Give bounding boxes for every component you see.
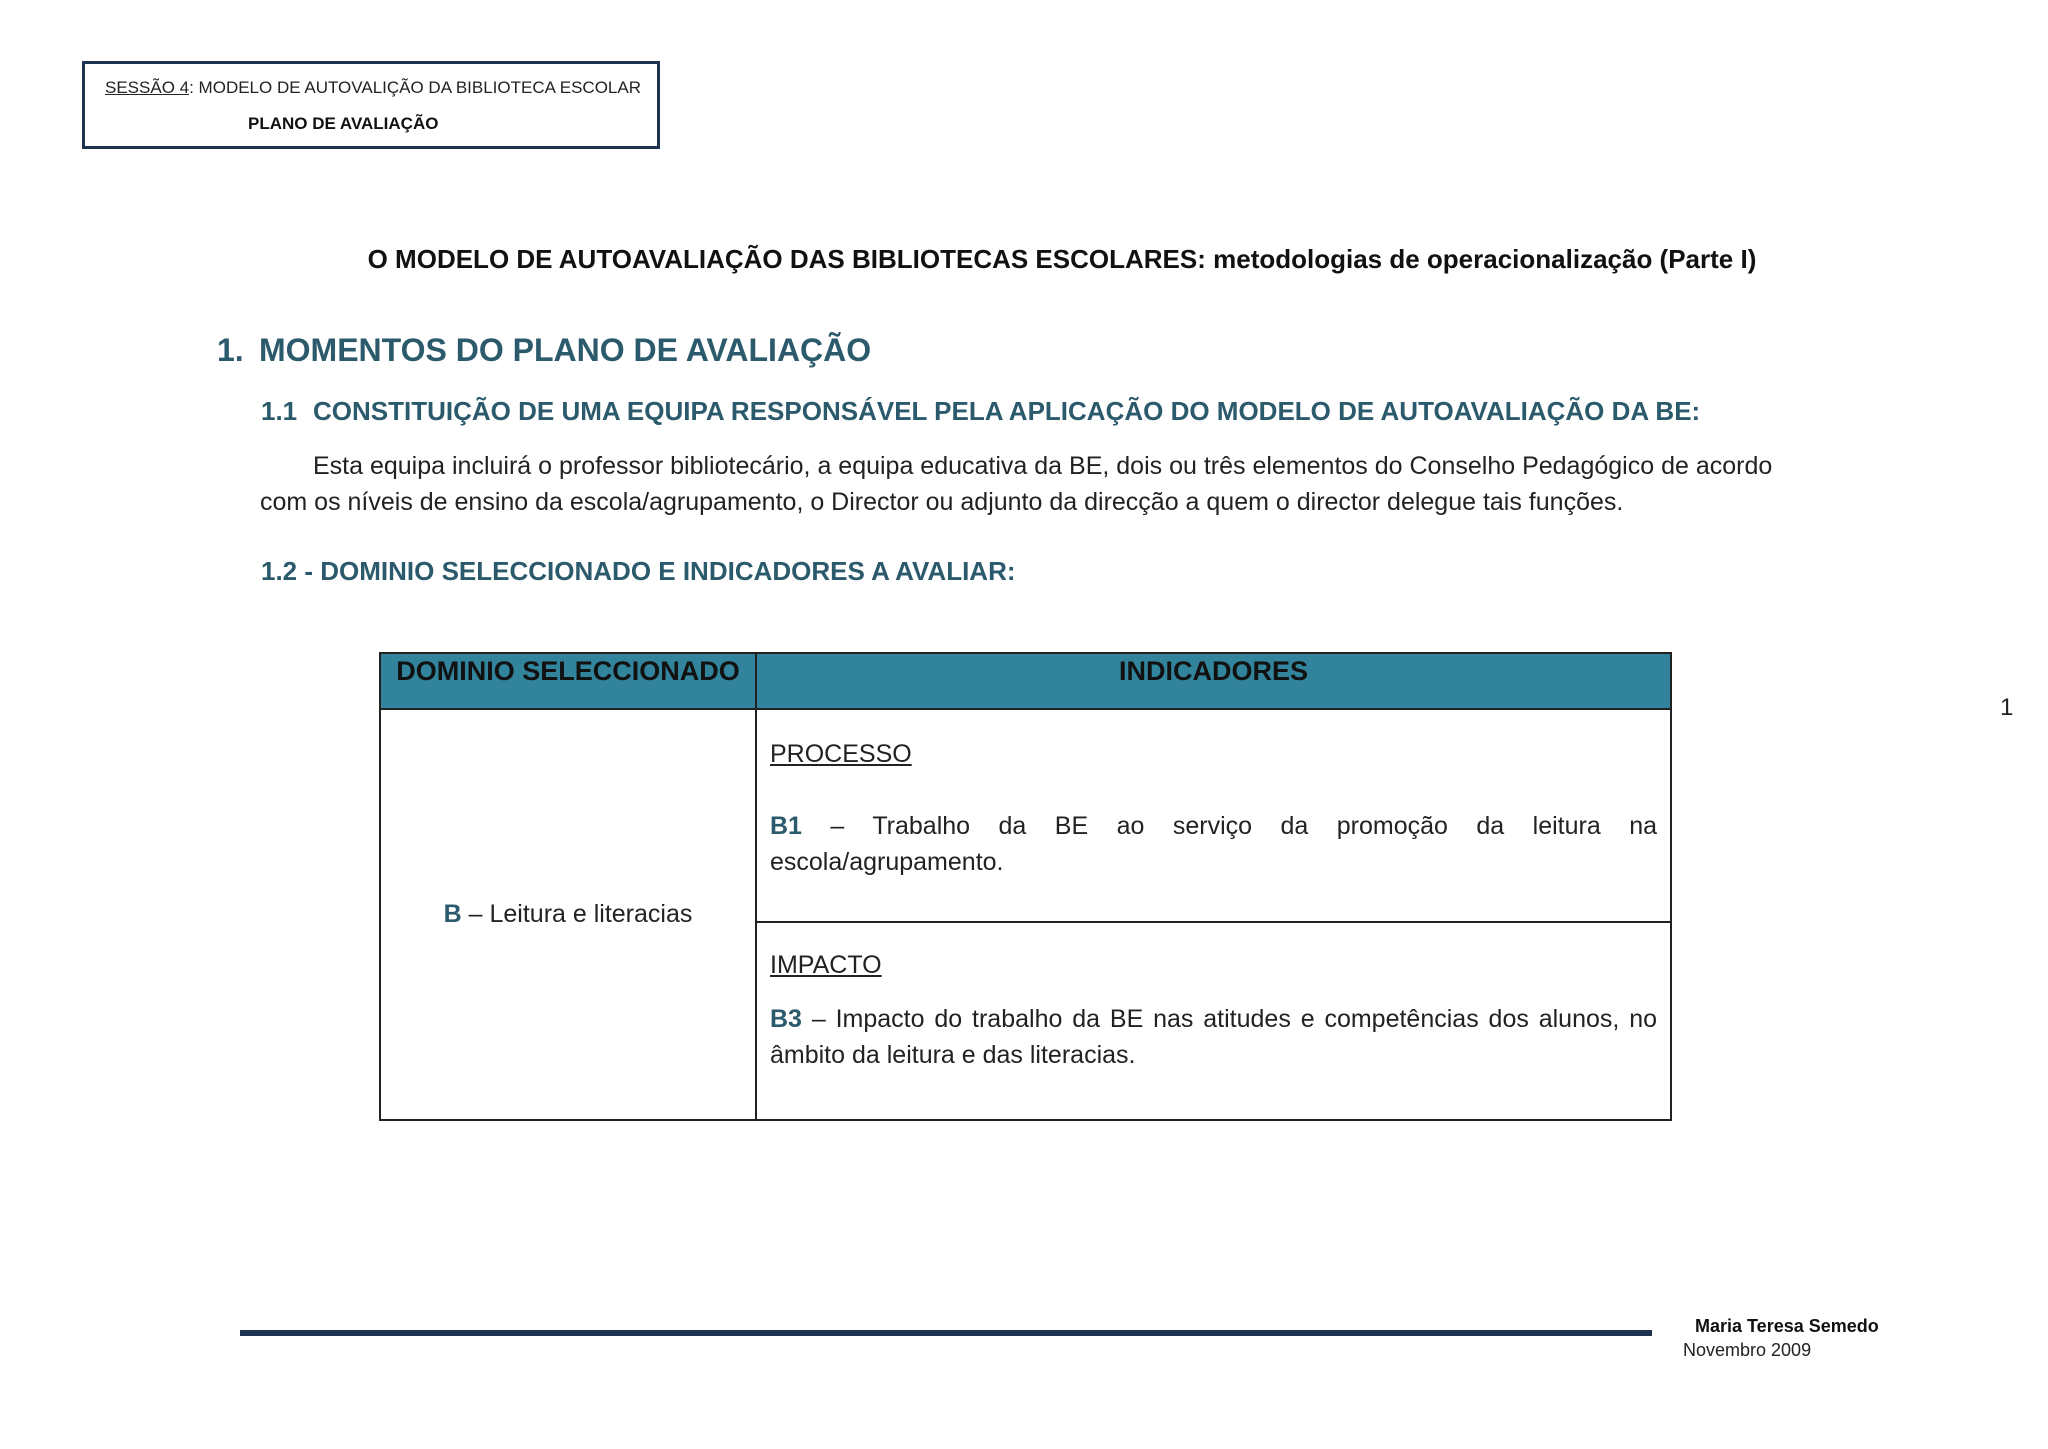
table-row-process — [380, 709, 1671, 922]
session-header-box — [82, 61, 660, 149]
impact-label: IMPACTO — [770, 951, 882, 979]
team-paragraph — [260, 448, 1900, 520]
process-text: – Trabalho da BE ao serviço da promoção da leitura na escola/agrupamento. — [770, 812, 1657, 876]
document-title: O MODELO DE AUTOAVALIAÇÃO DAS BIBLIOTECAS ESCOLARES: metodologias de operacionalização (Parte I) — [367, 244, 1757, 274]
section-1-number: 1. — [217, 332, 244, 368]
session-title — [105, 78, 641, 98]
footer-divider — [240, 1330, 1652, 1336]
page-number: 1 — [2000, 694, 2014, 721]
header-domain: DOMINIO SELECCIONADO — [380, 653, 756, 709]
indicators-table — [379, 652, 1672, 1121]
section-1-heading — [217, 332, 871, 369]
paragraph-line-1: Esta equipa incluirá o professor bibliotecário, a equipa educativa da BE, dois ou três elementos do Conselho Pedagógico de acordo — [313, 452, 1773, 480]
section-1-1-heading — [261, 396, 1700, 427]
domain-text: – Leitura e literacias — [461, 900, 693, 928]
section-1-2-heading: 1.2 - DOMINIO SELECCIONADO E INDICADORES A AVALIAR: — [261, 556, 1016, 586]
footer-date: Novembro 2009 — [1683, 1340, 1812, 1360]
session-subtitle: : MODELO DE AUTOVALIÇÃO DA BIBLIOTECA ESCOLAR — [189, 78, 642, 97]
section-1-title: MOMENTOS DO PLANO DE AVALIAÇÃO — [259, 332, 872, 368]
session-number: SESSÃO 4 — [105, 78, 190, 97]
section-1-1-number: 1.1 — [261, 396, 298, 426]
header-indicators: INDICADORES — [756, 653, 1671, 709]
footer-author: Maria Teresa Semedo — [1695, 1316, 1879, 1336]
domain-cell — [380, 709, 756, 1120]
plan-label: PLANO DE AVALIAÇÃO — [248, 114, 439, 133]
process-code: B1 — [770, 812, 802, 840]
section-1-1-title: CONSTITUIÇÃO DE UMA EQUIPA RESPONSÁVEL PELA APLICAÇÃO DO MODELO DE AUTOAVALIAÇÃO DA BE: — [313, 396, 1701, 426]
impact-text: – Impacto do trabalho da BE nas atitudes e competências dos alunos, no âmbito da leitura e das literacias. — [770, 1005, 1657, 1069]
domain-code: B — [443, 900, 462, 928]
process-indicator — [770, 808, 1657, 880]
table-header-row — [380, 653, 1671, 709]
impact-indicator — [770, 1001, 1657, 1073]
paragraph-line-2: com os níveis de ensino da escola/agrupamento, o Director ou adjunto da direcção a quem o director delegue tais funções. — [260, 488, 1624, 516]
impact-code: B3 — [770, 1005, 802, 1033]
process-label: PROCESSO — [770, 740, 912, 768]
impact-cell — [756, 922, 1671, 1120]
process-cell — [756, 709, 1671, 922]
